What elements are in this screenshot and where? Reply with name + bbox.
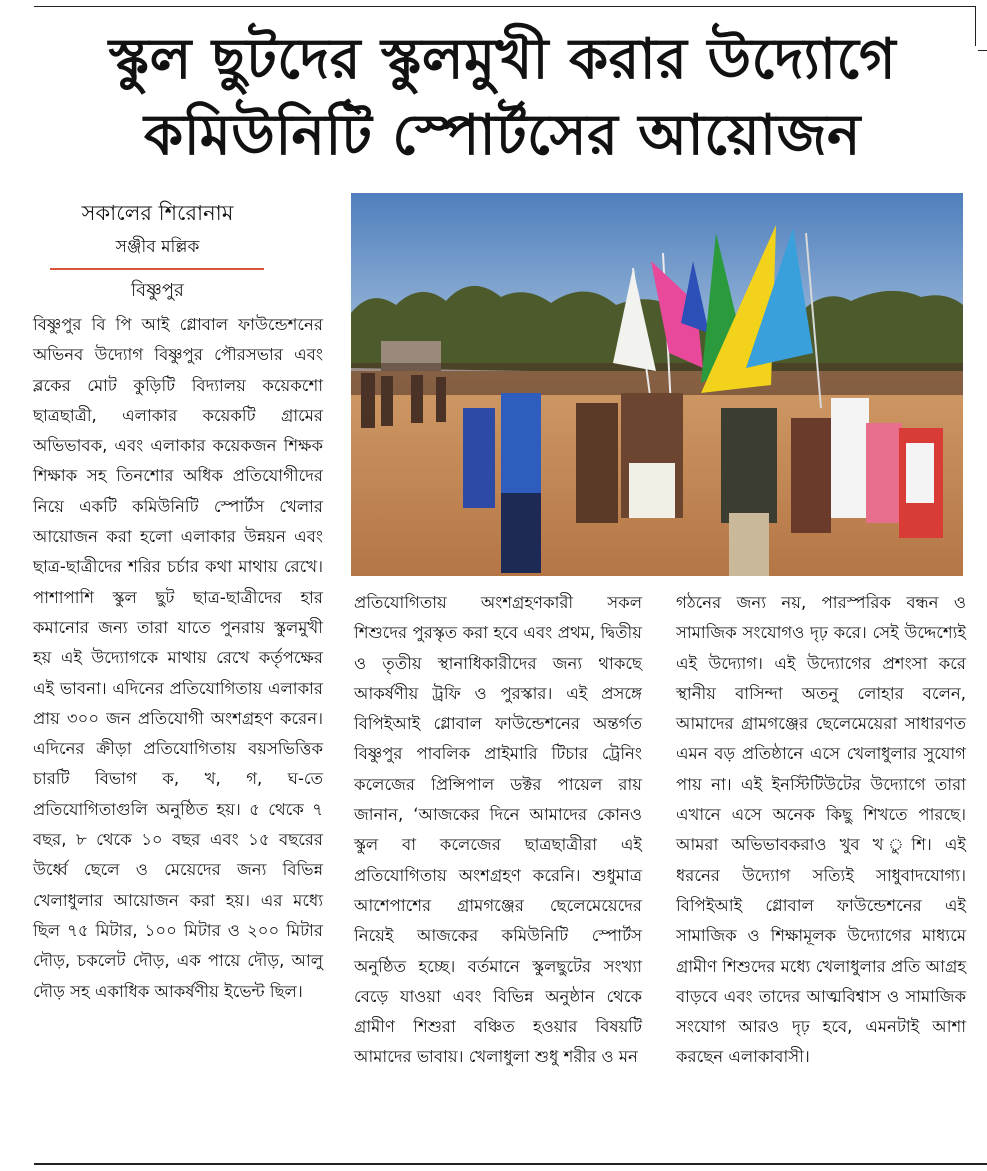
author-name: সঞ্জীব মল্লিক <box>115 237 200 257</box>
event-photo <box>351 193 963 576</box>
dateline: বিষ্ণুপুর <box>131 280 184 301</box>
byline-divider <box>50 268 264 270</box>
article-column-1: বিষ্ণুপুর বি পি আই গ্লোবাল ফাউন্ডেশনের অভিনব উদ্যোগ বিষ্ণুপুর পৌরসভার এবং ব্লকের মোট কুড়িটি বিদ্যালয় কয়েকশো ছাত্রছাত্রী, এলাকার কয়েকটি গ্রামের অভিভাবক, এবং এলাকার কয়েকজন শিক্ষক শিক্ষাক সহ তিনশোর অধিক প্রতিযোগীদের নিয়ে একটি কমিউনিটি স্পোর্টস খেলার আয়োজন করা হলো এলাকার উন্নয়ন এবং ছাত্র-ছাত্রীদের শরির চর্চার কথা মাথায় রেখে। পাশাপাশি স্কুল ছুট ছাত্র-ছাত্রীদের হার কমানোর জন্য তারা যাতে পুনরায় স্কুলমুখী হয় এই উদ্যোগকে মাথায় রেখে কর্তৃপক্ষের এই ভাবনা। এদিনের প্রতিযোগিতায় এলাকার প্রায় ৩০০ জন প্রতিযোগী অংশগ্রহণ করেন। এদিনের ক্রীড়া প্রতিযোগিতায় বয়সভিত্তিক চারটি বিভাগ ক, খ, গ, ঘ-তে প্রতিযোগিতাগুলি অনুষ্ঠিত হয়। ৫ থেকে ৭ বছর, ৮ থেকে ১০ বছর এবং ১৫ বছরের উর্ধ্বে ছেলে ও মেয়েদের জন্য বিভিন্ন খেলাধুলার আয়োজন করা হয়। এর মধ্যে ছিল ৭৫ মিটার, ১০০ মিটার ও ২০০ মিটার দৌড়, চকলেট দৌড়, এক পায়ে দৌড়, আলু দৌড় সহ একাধিক আকর্ষণীয় ইভেন্ট ছিল। <box>33 315 323 1001</box>
headline-line-2: কমিউনিটি স্পোর্টসের আয়োজন <box>144 103 861 168</box>
right-border-rule <box>975 6 976 46</box>
headline-line-1: স্কুল ছুটদের স্কুলমুখী করার উদ্যোগে <box>108 27 897 92</box>
corner-tick-rule <box>978 50 987 51</box>
bottom-border-rule <box>34 1163 987 1165</box>
article-column-2: প্রতিযোগিতায় অংশগ্রহণকারী সকল শিশুদের পুরস্কৃত করা হবে এবং প্রথম, দ্বিতীয় ও তৃতীয় স্থানাধিকারীদের জন্য থাকছে আকর্ষণীয় ট্রফি ও পুরস্কার। এই প্রসঙ্গে বিপিইআই গ্লোবাল ফাউন্ডেশনের অন্তর্গত বিষ্ণুপুর পাবলিক প্রাইমারি টিচার ট্রেনিং কলেজের প্রিন্সিপাল ডক্টর পায়েল রায় জানান, ‘আজকের দিনে আমাদের কোনও স্কুল বা কলেজের ছাত্রছাত্রীরা এই প্রতিযোগিতায় অংশগ্রহণ করেনি। শুধুমাত্র আশেপাশের গ্রামগঞ্জের ছেলেমেয়েদের নিয়েই আজকের কমিউনিটি স্পোর্টস অনুষ্ঠিত হচ্ছে। বর্তমানে স্কুলছুটের সংখ্যা বেড়ে যাওয়া এবং বিভিন্ন অনুষ্ঠান থেকে গ্রামীণ শিশুরা বঞ্চিত হওয়ার বিষয়টি আমাদের ভাবায়। খেলাধুলা শুধু শরীর ও মন <box>354 593 642 1067</box>
article-column-3: গঠনের জন্য নয়, পারস্পরিক বন্ধন ও সামাজিক সংযোগও দৃঢ় করে। সেই উদ্দেশ্যেই এই উদ্যোগ। এই উদ্যোগের প্রশংসা করে স্থানীয় বাসিন্দা অতনু লোহার বলেন, আমাদের গ্রামগঞ্জের ছেলেমেয়েরা সাধারণত এমন বড় প্রতিষ্ঠানে এসে খেলাধুলার সুযোগ পায় না। এই ইনস্টিটিউটের উদ্যোগে তারা এখানে এসে অনেক কিছু শিখতে পারছে। আমরা অভিভাবকরাও খুব খ ুশি। এই ধরনের উদ্যোগ সত্যিই সাধুবাদযোগ্য। বিপিইআই গ্লোবাল ফাউন্ডেশনের এই সামাজিক ও শিক্ষামূলক উদ্যোগের মাধ্যমে গ্রামীণ শিশুদের মধ্যে খেলাধুলার প্রতি আগ্রহ বাড়বে এবং তাদের আত্মবিশ্বাস ও সামাজিক সংযোগ আরও দৃঢ় হবে, এমনটাই আশা করছেন এলাকাবাসী। <box>676 593 966 1067</box>
top-border-rule <box>34 6 976 7</box>
headline <box>30 22 975 174</box>
source-name: সকালের শিরোনাম <box>81 201 234 225</box>
